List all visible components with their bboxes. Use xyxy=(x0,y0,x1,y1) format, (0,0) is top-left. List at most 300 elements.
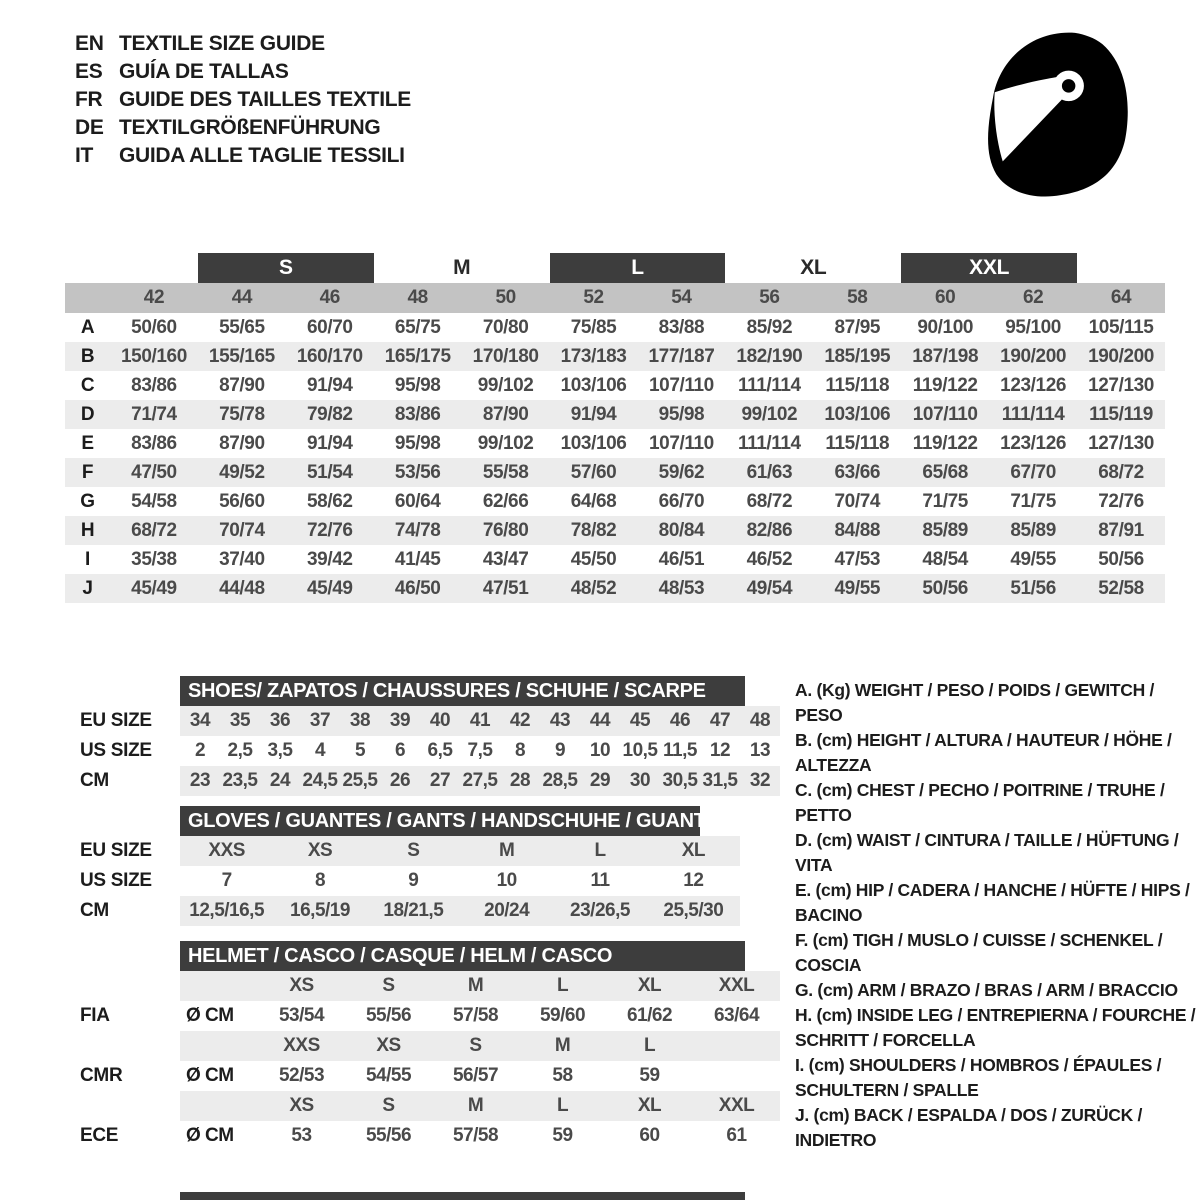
size-value: 68/72 xyxy=(131,519,177,541)
size-value: 58/62 xyxy=(307,490,353,512)
helmet-diameter-value: 59 xyxy=(639,1065,660,1086)
shoe-cm-size: 28,5 xyxy=(542,770,578,791)
language-code: IT xyxy=(75,144,94,167)
size-value: 45/49 xyxy=(307,577,353,599)
legend-item: H. (cm) INSIDE LEG / ENTREPIERNA / FOURCHE / SCHRITT / FORCELLA xyxy=(795,1005,1196,1050)
gloves-size-table xyxy=(65,806,785,926)
shoe-us-size: 13 xyxy=(749,740,771,761)
shoe-us-size: 9 xyxy=(554,740,566,761)
size-value: 111/114 xyxy=(1001,403,1065,425)
size-value: 82/86 xyxy=(746,519,793,541)
glove-eu-size: XL xyxy=(681,840,705,861)
table-row-d xyxy=(65,400,1165,429)
size-value: 61/63 xyxy=(746,461,793,483)
size-value: 76/80 xyxy=(482,519,529,541)
row-label-eu-size: EU SIZE xyxy=(80,710,152,731)
size-value: 107/110 xyxy=(649,374,714,396)
numeric-size: 42 xyxy=(143,287,165,308)
size-value: 70/74 xyxy=(834,490,881,512)
size-value: 46/52 xyxy=(746,548,793,570)
size-value: 45/50 xyxy=(570,548,617,570)
guide-title: TEXTILGRÖßENFÜHRUNG xyxy=(119,116,381,139)
gloves-us-row xyxy=(65,866,785,896)
helmet-size-label: XS xyxy=(289,975,314,996)
table-row-b xyxy=(65,342,1165,371)
size-value: 53/56 xyxy=(394,461,441,483)
size-value: 80/84 xyxy=(658,519,705,541)
size-value: 60/64 xyxy=(394,490,441,512)
size-value: 83/88 xyxy=(658,316,705,338)
size-value: 64/68 xyxy=(570,490,617,512)
size-value: 84/88 xyxy=(834,519,881,541)
cmr-size-labels xyxy=(180,1031,780,1061)
helmet-size-label: L xyxy=(643,1035,656,1056)
helmet-diameter-value: 56/57 xyxy=(452,1065,499,1086)
diameter-label: Ø CM xyxy=(186,1125,234,1146)
numeric-size: 46 xyxy=(319,287,340,308)
shoe-eu-size: 44 xyxy=(589,710,611,731)
row-label-cm: CM xyxy=(80,900,109,921)
size-value: 107/110 xyxy=(912,403,978,425)
helmet-size-label: XL xyxy=(637,1095,662,1116)
size-value: 91/94 xyxy=(307,374,353,396)
size-value: 62/66 xyxy=(482,490,529,512)
row-letter: J xyxy=(82,577,93,599)
shoes-eu-row xyxy=(65,706,785,736)
language-row-es xyxy=(75,58,411,86)
helmet-cmr-sizes-row xyxy=(65,1031,785,1061)
size-value: 72/76 xyxy=(1098,490,1144,512)
size-value: 90/100 xyxy=(917,316,974,338)
size-value: 127/130 xyxy=(1088,374,1154,396)
diameter-spacer xyxy=(180,971,258,1001)
guide-title: GUIDA ALLE TAGLIE TESSILI xyxy=(119,144,405,167)
numeric-size: 56 xyxy=(759,287,780,308)
shoe-us-size: 2 xyxy=(194,740,206,761)
helmet-size-label: XXL xyxy=(718,1095,755,1116)
size-value: 91/94 xyxy=(570,403,617,425)
size-value: 105/115 xyxy=(1088,316,1154,338)
glove-us-size: 11 xyxy=(590,870,610,891)
size-value: 59/62 xyxy=(658,461,705,483)
numeric-size: 50 xyxy=(495,287,516,308)
size-value: 70/80 xyxy=(482,316,529,338)
row-label-us-size: US SIZE xyxy=(80,740,152,761)
size-value: 67/70 xyxy=(1010,461,1056,483)
size-value: 87/90 xyxy=(219,432,265,454)
gloves-eu-row xyxy=(65,836,785,866)
language-row-fr xyxy=(75,86,411,114)
row-label-eu-size: EU SIZE xyxy=(80,840,152,861)
guide-title: TEXTILE SIZE GUIDE xyxy=(119,32,325,55)
size-value: 187/198 xyxy=(912,345,979,367)
helmet-fia-values-row xyxy=(65,1001,785,1031)
shoe-us-size: 7,5 xyxy=(467,740,493,761)
helmet-diameter-value: 58 xyxy=(552,1065,573,1086)
table-row-e xyxy=(65,429,1165,458)
helmet-size-label: M xyxy=(554,1035,571,1056)
glove-cm-size: 25,5/30 xyxy=(663,900,724,921)
glove-cm-size: 12,5/16,5 xyxy=(189,900,265,921)
diameter-label: Ø CM xyxy=(186,1065,234,1086)
gloves-cm-values xyxy=(180,896,740,926)
size-value: 123/126 xyxy=(1000,374,1067,396)
helmet-diameter-value: 60 xyxy=(639,1125,660,1146)
size-value: 51/56 xyxy=(1010,577,1056,599)
shoe-eu-size: 36 xyxy=(269,710,291,731)
shoes-section-header: SHOES/ ZAPATOS / CHAUSSURES / SCHUHE / SCARPE xyxy=(180,676,745,706)
legend-item: E. (cm) HIP / CADERA / HANCHE / HÜFTE / HIPS / BACINO xyxy=(795,880,1190,925)
shoe-cm-size: 27,5 xyxy=(462,770,498,791)
size-value: 48/53 xyxy=(658,577,705,599)
language-code: FR xyxy=(75,88,103,111)
size-value: 150/160 xyxy=(121,345,187,367)
row-letter: F xyxy=(81,461,94,483)
helmet-cmr-values-row xyxy=(65,1061,785,1091)
legend-item: D. (cm) WAIST / CINTURA / TAILLE / HÜFTUNG / VITA xyxy=(795,830,1179,875)
size-group-xxl: XXL xyxy=(901,253,1077,283)
size-value: 99/102 xyxy=(741,403,798,425)
size-value: 43/47 xyxy=(482,548,529,570)
helmet-diameter-value: 54/55 xyxy=(365,1065,412,1086)
shoe-eu-size: 48 xyxy=(749,710,771,731)
shoe-eu-size: 45 xyxy=(629,710,651,731)
size-value: 119/122 xyxy=(912,374,978,396)
size-value: 46/50 xyxy=(394,577,441,599)
size-value: 190/200 xyxy=(1088,345,1154,367)
shoe-eu-size: 37 xyxy=(309,710,331,731)
row-letter: H xyxy=(80,519,95,541)
size-value: 75/85 xyxy=(570,316,617,338)
glove-cm-size: 20/24 xyxy=(484,900,530,921)
ece-values xyxy=(180,1121,780,1151)
shoe-us-size: 11,5 xyxy=(663,740,697,761)
size-value: 115/118 xyxy=(825,432,890,454)
size-value: 63/66 xyxy=(834,461,881,483)
row-letter: E xyxy=(81,432,94,454)
size-value: 56/60 xyxy=(219,490,265,512)
helmet-diameter-value: 59/60 xyxy=(539,1005,586,1026)
language-row-de xyxy=(75,114,411,142)
shoe-eu-size: 34 xyxy=(189,710,211,731)
shoe-cm-size: 25,5 xyxy=(342,770,378,791)
legend-item: G. (cm) ARM / BRAZO / BRAS / ARM / BRACCIO xyxy=(795,980,1178,1000)
row-letter: G xyxy=(80,490,95,512)
glove-cm-size: 18/21,5 xyxy=(383,900,444,921)
size-value: 85/89 xyxy=(922,519,968,541)
shoe-eu-size: 41 xyxy=(469,710,491,731)
size-value: 83/86 xyxy=(394,403,441,425)
glove-eu-size: S xyxy=(407,840,420,861)
helmet-size-label: M xyxy=(467,1095,484,1116)
legend-item: J. (cm) BACK / ESPALDA / DOS / ZURÜCK / INDIETRO xyxy=(795,1105,1143,1150)
numeric-size: 62 xyxy=(1022,287,1044,308)
row-label-fia: FIA xyxy=(80,1005,110,1026)
glove-eu-size: M xyxy=(499,840,515,861)
size-value: 41/45 xyxy=(394,548,441,570)
shoe-cm-size: 27 xyxy=(429,770,451,791)
size-value: 70/74 xyxy=(219,519,265,541)
size-value: 52/58 xyxy=(1098,577,1144,599)
shoe-us-size: 5 xyxy=(354,740,366,761)
size-value: 75/78 xyxy=(219,403,265,425)
size-group-s: S xyxy=(198,253,374,283)
shoe-eu-size: 47 xyxy=(709,710,731,731)
size-value: 103/106 xyxy=(824,403,891,425)
glove-us-size: 7 xyxy=(221,870,232,891)
guide-title: GUÍA DE TALLAS xyxy=(119,60,289,83)
helmet-size-label: S xyxy=(382,1095,395,1116)
helmet-size-label: M xyxy=(467,975,484,996)
legend-item: C. (cm) CHEST / PECHO / POITRINE / TRUHE / PETTO xyxy=(795,780,1165,825)
helmet-diameter-value: 61/62 xyxy=(626,1005,673,1026)
size-value: 87/90 xyxy=(219,374,265,396)
size-value: 107/110 xyxy=(649,432,714,454)
table-row-a xyxy=(65,313,1165,342)
size-value: 51/54 xyxy=(307,461,353,483)
helmet-diameter-value: 63/64 xyxy=(713,1005,760,1026)
fia-values xyxy=(180,1001,780,1031)
row-label-us-size: US SIZE xyxy=(80,870,152,891)
shoe-cm-size: 28 xyxy=(509,770,531,791)
measurement-legend xyxy=(795,678,1200,1153)
table-row-g xyxy=(65,487,1165,516)
table-row-h xyxy=(65,516,1165,545)
shoe-eu-size: 42 xyxy=(509,710,531,731)
shoe-us-size: 10,5 xyxy=(622,740,658,761)
shoe-us-size: 12 xyxy=(709,740,731,761)
helmet-size-label: XS xyxy=(289,1095,314,1116)
helmet-size-label: S xyxy=(469,1035,482,1056)
size-value: 103/106 xyxy=(560,374,627,396)
size-value: 47/53 xyxy=(834,548,881,570)
legend-item: B. (cm) HEIGHT / ALTURA / HAUTEUR / HÖHE / ALTEZZA xyxy=(795,730,1172,775)
size-value: 48/52 xyxy=(570,577,617,599)
shoes-cm-row xyxy=(65,766,785,796)
size-value: 68/72 xyxy=(746,490,793,512)
glove-cm-size: 23/26,5 xyxy=(570,900,630,921)
size-value: 50/60 xyxy=(131,316,177,338)
glove-cm-size: 16,5/19 xyxy=(290,900,350,921)
helmet-diameter-value: 53/54 xyxy=(278,1005,325,1026)
shoe-cm-size: 23,5 xyxy=(222,770,258,791)
helmet-size-label: XS xyxy=(376,1035,401,1056)
language-row-en xyxy=(75,30,411,58)
size-value: 165/175 xyxy=(384,345,451,367)
size-value: 68/72 xyxy=(1098,461,1144,483)
numeric-size: 64 xyxy=(1110,287,1132,308)
size-value: 79/82 xyxy=(307,403,353,425)
diameter-spacer xyxy=(180,1091,258,1121)
size-value: 87/95 xyxy=(834,316,881,338)
row-label-ece: ECE xyxy=(80,1125,119,1146)
shoe-eu-size: 35 xyxy=(229,710,251,731)
row-label-cm: CM xyxy=(80,770,109,791)
shoe-cm-size: 30 xyxy=(629,770,651,791)
row-letter: C xyxy=(80,374,95,396)
size-value: 91/94 xyxy=(307,432,353,454)
helmet-diameter-value: 61 xyxy=(726,1125,747,1146)
legend-item: A. (Kg) WEIGHT / PESO / POIDS / GEWITCH / PESO xyxy=(795,680,1155,725)
gloves-eu-values xyxy=(180,836,740,866)
size-value: 47/50 xyxy=(131,461,177,483)
size-value: 115/119 xyxy=(1089,403,1153,425)
helmet-size-table xyxy=(65,941,785,1151)
cutoff-section-bar xyxy=(180,1192,745,1200)
size-value: 111/114 xyxy=(737,374,801,396)
helmet-diameter-value: 55/56 xyxy=(365,1125,412,1146)
helmet-size-label: L xyxy=(556,1095,569,1116)
gloves-section-header: GLOVES / GUANTES / GANTS / HANDSCHUHE / GUANTI xyxy=(180,806,700,836)
glove-us-size: 8 xyxy=(314,870,326,891)
shoe-eu-size: 40 xyxy=(429,710,451,731)
size-value: 85/92 xyxy=(746,316,793,338)
fia-size-labels xyxy=(180,971,780,1001)
size-value: 103/106 xyxy=(560,432,627,454)
shoe-us-size: 4 xyxy=(314,740,326,761)
size-value: 182/190 xyxy=(736,345,803,367)
gloves-cm-row xyxy=(65,896,785,926)
shoe-us-size: 3,5 xyxy=(267,740,293,761)
size-group-header-row xyxy=(65,253,1165,283)
size-value: 50/56 xyxy=(1098,548,1144,570)
shoe-cm-size: 24 xyxy=(269,770,291,791)
garment-size-table xyxy=(65,253,1165,603)
shoes-us-values xyxy=(180,736,780,766)
size-value: 60/70 xyxy=(307,316,353,338)
shoe-eu-size: 38 xyxy=(349,710,371,731)
glove-us-size: 9 xyxy=(408,870,419,891)
gloves-us-values xyxy=(180,866,740,896)
helmet-size-label: XL xyxy=(637,975,662,996)
size-value: 99/102 xyxy=(477,432,534,454)
legend-item: F. (cm) TIGH / MUSLO / CUISSE / SCHENKEL / COSCIA xyxy=(795,930,1163,975)
helmet-section-header: HELMET / CASCO / CASQUE / HELM / CASCO xyxy=(180,941,745,971)
helmet-diameter-value: 57/58 xyxy=(452,1005,499,1026)
shoe-cm-size: 30,5 xyxy=(662,770,698,791)
shoes-size-table xyxy=(65,676,785,796)
size-value: 87/90 xyxy=(482,403,529,425)
helmet-diameter-value: 53 xyxy=(291,1125,312,1146)
shoe-us-size: 6 xyxy=(394,740,406,761)
helmet-size-label: S xyxy=(382,975,395,996)
helmet-ece-values-row xyxy=(65,1121,785,1151)
size-value: 155/165 xyxy=(208,345,275,367)
table-row-f xyxy=(65,458,1165,487)
helmet-ece-sizes-row xyxy=(65,1091,785,1121)
numeric-size: 60 xyxy=(935,287,956,308)
helmet-size-label: XXS xyxy=(283,1035,320,1056)
size-value: 87/91 xyxy=(1098,519,1144,541)
size-value: 111/114 xyxy=(737,432,801,454)
size-value: 66/70 xyxy=(658,490,705,512)
size-value: 65/75 xyxy=(394,316,441,338)
size-value: 49/55 xyxy=(1010,548,1056,570)
corner-spacer xyxy=(65,283,110,313)
size-value: 127/130 xyxy=(1088,432,1154,454)
size-value: 54/58 xyxy=(131,490,177,512)
numeric-size-header-row xyxy=(65,283,1165,313)
shoe-cm-size: 24,5 xyxy=(302,770,338,791)
size-value: 115/118 xyxy=(825,374,890,396)
table-row-j xyxy=(65,574,1165,603)
glove-eu-size: XXS xyxy=(208,840,245,861)
size-value: 85/89 xyxy=(1010,519,1056,541)
language-code: EN xyxy=(75,32,104,55)
language-code: ES xyxy=(75,60,103,83)
size-value: 49/54 xyxy=(746,577,793,599)
size-group-m: M xyxy=(453,256,471,279)
helmet-size-label: L xyxy=(556,975,569,996)
size-value: 65/68 xyxy=(922,461,968,483)
size-value: 37/40 xyxy=(219,548,265,570)
shoe-us-size: 2,5 xyxy=(227,740,253,761)
size-value: 46/51 xyxy=(658,548,705,570)
cmr-values xyxy=(180,1061,780,1091)
shoes-us-row xyxy=(65,736,785,766)
size-value: 173/183 xyxy=(560,345,627,367)
size-value: 170/180 xyxy=(472,345,539,367)
glove-eu-size: XS xyxy=(307,840,333,861)
size-value: 123/126 xyxy=(1000,432,1067,454)
guide-title: GUIDE DES TAILLES TEXTILE xyxy=(119,88,411,111)
size-group-l: L xyxy=(550,253,726,283)
shoe-cm-size: 29 xyxy=(589,770,611,791)
row-label-spacer xyxy=(65,971,180,1001)
helmet-diameter-value: 52/53 xyxy=(278,1065,325,1086)
glove-eu-size: L xyxy=(594,840,606,861)
size-value: 50/56 xyxy=(922,577,968,599)
shoe-cm-size: 31,5 xyxy=(702,770,738,791)
shoe-cm-size: 26 xyxy=(389,770,411,791)
legend-item: I. (cm) SHOULDERS / HOMBROS / ÉPAULES / SCHULTERN / SPALLE xyxy=(795,1055,1162,1100)
size-value: 185/195 xyxy=(824,345,891,367)
shoe-eu-size: 46 xyxy=(669,710,691,731)
numeric-size: 58 xyxy=(847,287,868,308)
size-value: 119/122 xyxy=(912,432,978,454)
size-value: 55/65 xyxy=(219,316,265,338)
helmet-size-label: XXL xyxy=(718,975,755,996)
size-value: 39/42 xyxy=(307,548,353,570)
size-value: 83/86 xyxy=(131,374,177,396)
size-value: 95/98 xyxy=(394,374,441,396)
numeric-size: 48 xyxy=(407,287,428,308)
glove-us-size: 10 xyxy=(496,870,517,891)
size-value: 57/60 xyxy=(570,461,617,483)
shoes-cm-values xyxy=(180,766,780,796)
size-value: 45/49 xyxy=(131,577,177,599)
size-value: 44/48 xyxy=(219,577,265,599)
row-letter: A xyxy=(80,316,95,338)
size-value: 95/100 xyxy=(1005,316,1061,338)
shoe-us-size: 6,5 xyxy=(427,740,453,761)
shoes-eu-values xyxy=(180,706,780,736)
shoe-cm-size: 23 xyxy=(189,770,211,791)
size-value: 55/58 xyxy=(482,461,529,483)
table-row-i xyxy=(65,545,1165,574)
helmet-fia-sizes-row xyxy=(65,971,785,1001)
size-value: 35/38 xyxy=(131,548,177,570)
ece-size-labels xyxy=(180,1091,780,1121)
size-value: 71/75 xyxy=(922,490,968,512)
helmet-diameter-value: 55/56 xyxy=(365,1005,412,1026)
row-letter: I xyxy=(85,548,90,570)
size-value: 177/187 xyxy=(648,345,715,367)
diameter-label: Ø CM xyxy=(186,1005,234,1026)
table-row-c xyxy=(65,371,1165,400)
size-value: 78/82 xyxy=(570,519,617,541)
helmet-diameter-value: 57/58 xyxy=(452,1125,499,1146)
